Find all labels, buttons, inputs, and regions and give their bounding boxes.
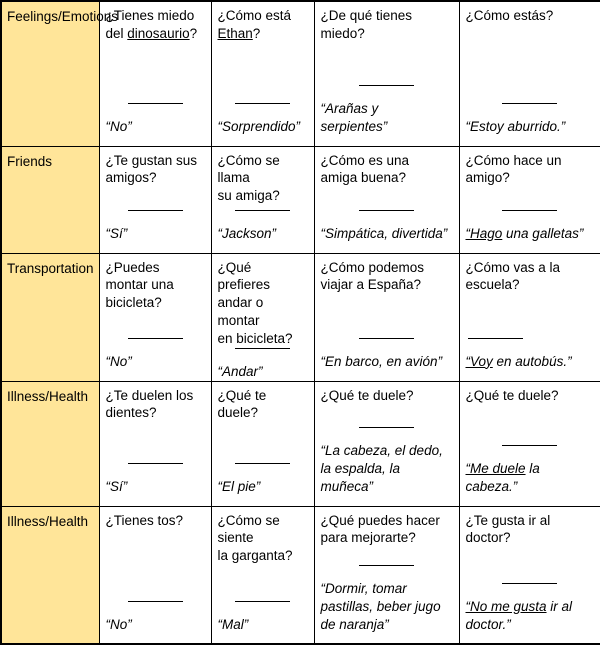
answer-text-segment: “No” [106,119,132,134]
question-text [106,152,205,188]
question-text-segment: ¿Cómo estás? [466,8,554,23]
qa-cell-content [460,382,600,505]
answer-text [466,118,595,136]
answer-text-segment: “Arañas y [321,101,379,116]
qa-cell-content [100,507,211,643]
answer-text-segment: “Mal” [218,617,249,632]
qa-cell [459,146,600,253]
qa-cell-content [315,2,459,145]
question-text-segment: ¿Cómo es una [321,153,410,168]
answer-text [106,478,205,496]
answer-blank-line [235,103,290,104]
question-text-segment: ? [253,26,261,41]
qa-cell-content [212,147,314,252]
answer-blank-line [128,210,183,211]
question-underlined-segment: Ethan [218,26,253,41]
qa-cell-content [212,254,314,380]
qa-cell [99,253,211,381]
category-cell [1,253,99,381]
qa-cell [211,381,314,506]
table-row [1,253,600,381]
answer-blank-line [235,601,290,602]
question-text [466,387,595,405]
qa-cell-content [460,254,600,380]
question-text-segment: amiga buena? [321,170,407,185]
question-text [106,259,205,313]
cell-spacer [218,565,308,600]
question-text-segment: su amiga? [218,188,280,203]
qa-cell [314,253,459,381]
answer-text-segment: “Estoy aburrido.” [466,119,566,134]
answer-text [218,118,308,136]
question-text [106,7,205,43]
answer-text [218,363,308,381]
answer-blank-line [359,338,414,339]
answer-text [321,580,453,633]
answer-blank-line [359,565,414,566]
answer-text [218,616,308,634]
question-text-segment: ¿Cómo podemos [321,260,425,275]
question-text-segment: ? [190,26,198,41]
answer-text-segment: “Sí” [106,479,128,494]
category-cell [1,381,99,506]
qa-cell-content [460,507,600,643]
answer-text [466,598,595,634]
question-text-segment: doctor? [466,530,511,545]
cell-spacer [466,547,595,582]
category-label: Feelings/Emotions [7,8,94,26]
question-text-segment: amigo? [466,170,510,185]
question-text-segment: ¿Te gustan sus [106,153,198,168]
answer-blank-line [502,210,557,211]
question-text-segment: ¿Qué te duele? [321,388,414,403]
answer-underlined-segment: “Hago [466,226,503,241]
qa-cell-content [315,254,459,380]
question-text-segment: para mejorarte? [321,530,416,545]
cell-spacer [466,187,595,209]
answer-text-segment: “No” [106,354,132,369]
qa-cell [99,1,211,146]
table-row [1,506,600,644]
cell-spacer [466,404,595,444]
answer-text [218,478,308,496]
qa-cell [99,146,211,253]
answer-blank-line [235,210,290,211]
qa-cell [211,253,314,381]
answer-underlined-segment: “Me duele [466,461,526,476]
cell-spacer [106,422,205,462]
question-text-segment: ¿Tienes miedo [106,8,195,23]
category-cell [1,1,99,146]
cell-spacer [218,422,308,462]
question-text-segment: del [106,26,128,41]
table-row [1,146,600,253]
answer-text-segment: pastillas, beber jugo [321,599,441,614]
question-text-segment: ¿Cómo se llama [218,153,280,186]
answer-text [106,225,205,243]
question-text [218,152,308,206]
qa-cell [314,146,459,253]
answer-text-segment: la [526,461,540,476]
qa-cell-content [212,2,314,145]
answer-text [321,225,453,243]
question-text [466,7,595,25]
category-cell [1,506,99,644]
question-text [218,512,308,566]
question-text-segment: ¿Cómo vas a la [466,260,561,275]
answer-text-segment: una galletas” [502,226,583,241]
answer-text-segment: cabeza.” [466,479,518,494]
qa-cell-content [212,382,314,505]
cell-spacer [321,43,453,85]
answer-text [321,442,453,495]
answer-text [466,225,595,243]
answer-text [106,616,205,634]
question-text-segment: montar una [106,277,174,292]
question-text-segment: la garganta? [218,548,293,563]
cell-spacer [466,25,595,103]
answer-text [321,100,453,136]
qa-cell [314,506,459,644]
answer-text-segment: “En barco, en avión” [321,354,443,369]
question-text [218,259,308,349]
question-text [466,259,595,295]
question-underlined-segment: dinosaurio [127,26,189,41]
answer-blank-line [359,210,414,211]
qa-cell [459,253,600,381]
category-label: Transportation [7,260,94,278]
qa-cell-content [315,382,459,505]
cell-spacer [321,404,453,427]
question-text [321,152,453,188]
answer-blank-line [128,601,183,602]
answer-blank-line [502,445,557,446]
question-text-segment: ¿De qué tienes [321,8,413,23]
question-text-segment: viajar a España? [321,277,422,292]
question-text [106,512,205,530]
qa-cell-content [460,147,600,252]
answer-text-segment: “Andar” [218,364,263,379]
question-text [321,259,453,295]
answer-blank-line [468,338,523,339]
question-text-segment: en bicicleta? [218,331,293,346]
question-text-segment: amigos? [106,170,157,185]
question-text-segment: ¿Qué prefieres [218,260,271,293]
answer-text-segment: muñeca” [321,479,374,494]
answer-text-segment: “Jackson” [218,226,277,241]
question-text-segment: ¿Puedes [106,260,160,275]
answer-blank-line [128,338,183,339]
cell-spacer [321,547,453,565]
answer-text-segment: “No” [106,617,132,632]
answer-text-segment: la espalda, la [321,461,401,476]
question-text [466,152,595,188]
cell-spacer [106,187,205,209]
answer-text [106,118,205,136]
answer-text [106,353,205,371]
table-row [1,381,600,506]
question-text-segment: ¿Qué puedes hacer [321,513,440,528]
category-label: Illness/Health [7,513,94,531]
question-text [466,512,595,548]
question-text-segment: ¿Cómo está [218,8,292,23]
question-text-segment: bicicleta? [106,295,162,310]
answer-text [218,225,308,243]
answer-blank-line [128,463,183,464]
cell-spacer [321,294,453,337]
question-text [218,387,308,423]
question-text [218,7,308,43]
qa-cell-content [212,507,314,643]
answer-text [466,460,595,496]
qa-cell-content [100,2,211,145]
answer-text [321,353,453,371]
question-text-segment: dientes? [106,405,157,420]
answer-text-segment: de naranja” [321,617,389,632]
question-text [321,512,453,548]
question-text [321,7,453,43]
qa-cell [99,381,211,506]
answer-blank-line [502,103,557,104]
qa-cell [99,506,211,644]
answer-underlined-segment: “Voy [466,354,493,369]
answer-text-segment: “La cabeza, el dedo, [321,443,443,458]
answer-blank-line [359,427,414,428]
qa-cell [459,506,600,644]
answer-blank-line [235,348,290,349]
answer-text-segment: “Sorprendido” [218,119,301,134]
cell-spacer [106,312,205,337]
question-text [106,387,205,423]
cell-spacer [218,43,308,103]
qa-cell-content [315,507,459,643]
qa-cell [459,1,600,146]
qa-cell [459,381,600,506]
qa-cell [211,146,314,253]
qa-cell-content [100,254,211,380]
category-label: Friends [7,153,94,171]
answer-text-segment: en autobús.” [493,354,572,369]
cell-spacer [106,529,205,600]
question-text-segment: ¿Cómo hace un [466,153,562,168]
answer-text-segment: “Dormir, tomar [321,581,407,596]
cell-spacer [321,187,453,209]
qa-cell-content [460,2,600,145]
question-text-segment: ¿Qué te duele? [218,388,267,421]
qa-table-body [1,1,600,644]
qa-cell-content [315,147,459,252]
answer-blank-line [359,85,414,86]
answer-text-segment: “Simpática, divertida” [321,226,448,241]
question-text-segment: andar o montar [218,295,264,328]
category-cell [1,146,99,253]
question-text-segment: escuela? [466,277,520,292]
question-text-segment: ¿Te duelen los [106,388,194,403]
question-text-segment: ¿Cómo se siente [218,513,280,546]
answer-text-segment: serpientes” [321,119,388,134]
answer-text-segment: “El pie” [218,479,261,494]
question-text-segment: ¿Tienes tos? [106,513,184,528]
qa-cell [314,1,459,146]
answer-blank-line [128,103,183,104]
answer-text-segment: doctor.” [466,617,511,632]
cell-spacer [106,43,205,103]
answer-underlined-segment: “No me gusta [466,599,547,614]
answer-blank-line [235,463,290,464]
category-label: Illness/Health [7,388,94,406]
answer-blank-line [502,583,557,584]
question-text-segment: ¿Qué te duele? [466,388,559,403]
qa-cell-content [100,147,211,252]
question-text [321,387,453,405]
answer-text-segment: “Sí” [106,226,128,241]
qa-cell [314,381,459,506]
cell-spacer [466,294,595,337]
answer-text-segment: ir al [547,599,573,614]
qa-cell-content [100,382,211,505]
question-text-segment: miedo? [321,26,365,41]
table-row [1,1,600,146]
qa-cell [211,506,314,644]
answer-text [466,353,595,371]
qa-cell [211,1,314,146]
question-text-segment: ¿Te gusta ir al [466,513,551,528]
